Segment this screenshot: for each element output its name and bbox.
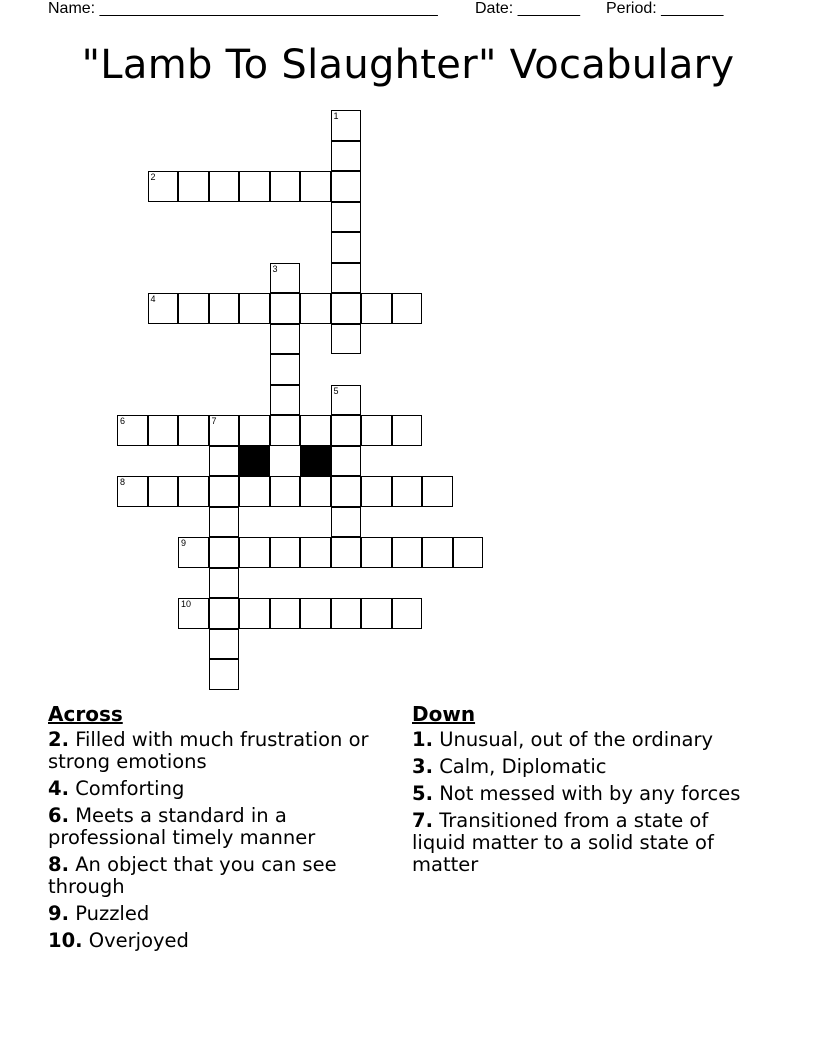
crossword-cell[interactable]: [239, 415, 270, 446]
crossword-cell[interactable]: [209, 476, 240, 507]
clue-start-number: 4: [150, 294, 156, 304]
crossword-cell[interactable]: [239, 476, 270, 507]
crossword-cell[interactable]: [361, 415, 392, 446]
crossword-cell[interactable]: [300, 171, 331, 202]
period-field-label: Period: _______: [606, 0, 724, 17]
crossword-cell[interactable]: [392, 598, 423, 629]
down-clue: [412, 729, 752, 751]
clue-start-number: 10: [181, 599, 192, 609]
page-title: "Lamb To Slaughter" Vocabulary: [81, 42, 735, 88]
down-clues: [412, 702, 752, 881]
crossword-cell[interactable]: [148, 171, 179, 202]
crossword-cell[interactable]: [270, 324, 301, 355]
down-heading: Down: [412, 702, 476, 726]
down-clue: [412, 810, 752, 876]
clue-start-number: 5: [333, 385, 339, 396]
clue-text: Puzzled: [75, 902, 150, 925]
crossword-cell[interactable]: [209, 659, 240, 690]
crossword-cell[interactable]: [178, 171, 209, 202]
down-clue: [412, 756, 752, 778]
crossword-cell[interactable]: [300, 537, 331, 568]
crossword-cell[interactable]: [209, 629, 240, 660]
crossword-cell[interactable]: [239, 171, 270, 202]
across-heading: Across: [48, 702, 123, 726]
clue-text: Not messed with by any forces: [439, 782, 741, 805]
across-clue: [48, 805, 388, 849]
crossword-cell[interactable]: [331, 598, 362, 629]
across-clue: [48, 778, 388, 800]
crossword-cell[interactable]: [392, 415, 423, 446]
across-clue: [48, 854, 388, 898]
date-field-label: Date: _______: [475, 0, 580, 17]
clue-number: 4.: [48, 777, 69, 800]
crossword-cell[interactable]: [300, 598, 331, 629]
crossword-cell[interactable]: [239, 537, 270, 568]
crossword-cell[interactable]: [270, 385, 301, 416]
crossword-cell[interactable]: [300, 476, 331, 507]
crossword-block-cell: [239, 446, 270, 477]
clue-number: 5.: [412, 782, 433, 805]
clue-number: 2.: [48, 728, 69, 751]
crossword-cell[interactable]: [392, 537, 423, 568]
crossword-cell[interactable]: [331, 293, 362, 324]
crossword-cell[interactable]: [300, 415, 331, 446]
crossword-cell[interactable]: [148, 415, 179, 446]
across-clue: [48, 729, 388, 773]
crossword-cell[interactable]: [178, 598, 209, 629]
crossword-cell[interactable]: [331, 263, 362, 294]
crossword-cell[interactable]: [361, 293, 392, 324]
across-clues: [48, 702, 388, 957]
crossword-cell[interactable]: [361, 537, 392, 568]
crossword-cell[interactable]: [361, 476, 392, 507]
crossword-cell[interactable]: [148, 476, 179, 507]
crossword-cell[interactable]: [270, 476, 301, 507]
crossword-cell[interactable]: [270, 263, 301, 294]
crossword-cell[interactable]: [331, 141, 362, 172]
crossword-cell[interactable]: [117, 415, 148, 446]
crossword-cell[interactable]: [270, 293, 301, 324]
crossword-cell[interactable]: [209, 537, 240, 568]
crossword-cell[interactable]: [392, 293, 423, 324]
name-field-label: Name: ______________________________________: [48, 0, 438, 17]
crossword-cell[interactable]: [117, 476, 148, 507]
clue-text: Calm, Diplomatic: [439, 755, 607, 778]
crossword-cell[interactable]: [331, 324, 362, 355]
crossword-cell[interactable]: [331, 537, 362, 568]
clue-start-number: 2: [150, 172, 156, 182]
clue-number: 3.: [412, 755, 433, 778]
clue-start-number: 7: [211, 416, 217, 426]
clue-start-number: 9: [181, 538, 187, 548]
clue-number: 8.: [48, 853, 69, 876]
clue-text: An object that you can see through: [48, 853, 337, 898]
clue-text: Transitioned from a state of liquid matter to a solid state of matter: [412, 809, 714, 876]
crossword-cell[interactable]: [331, 232, 362, 263]
clue-start-number: 6: [120, 416, 126, 426]
clue-number: 1.: [412, 728, 433, 751]
crossword-cell[interactable]: [331, 415, 362, 446]
clue-number: 10.: [48, 929, 83, 952]
crossword-cell[interactable]: [331, 446, 362, 477]
crossword-cell[interactable]: [331, 507, 362, 538]
crossword-cell[interactable]: [331, 202, 362, 233]
clue-number: 6.: [48, 804, 69, 827]
crossword-cell[interactable]: [178, 293, 209, 324]
clue-start-number: 3: [272, 263, 278, 274]
crossword-cell[interactable]: [422, 537, 453, 568]
crossword-cell[interactable]: [239, 293, 270, 324]
crossword-cell[interactable]: [270, 171, 301, 202]
across-clue: [48, 930, 388, 952]
crossword-block-cell: [300, 446, 331, 477]
crossword-cell[interactable]: [239, 598, 270, 629]
crossword-cell[interactable]: [209, 598, 240, 629]
crossword-cell[interactable]: [270, 598, 301, 629]
crossword-cell[interactable]: [178, 415, 209, 446]
crossword-cell[interactable]: [178, 537, 209, 568]
crossword-cell[interactable]: [361, 598, 392, 629]
crossword-cell[interactable]: [209, 568, 240, 599]
crossword-cell[interactable]: [331, 476, 362, 507]
crossword-cell[interactable]: [270, 537, 301, 568]
crossword-cell[interactable]: [392, 476, 423, 507]
crossword-cell[interactable]: [300, 293, 331, 324]
down-clue: [412, 783, 752, 805]
crossword-cell[interactable]: [331, 110, 362, 141]
crossword-cell[interactable]: [178, 476, 209, 507]
crossword-cell[interactable]: [148, 293, 179, 324]
crossword-cell[interactable]: [209, 415, 240, 446]
clue-text: Unusual, out of the ordinary: [439, 728, 714, 751]
clue-start-number: 1: [333, 111, 339, 121]
crossword-cell[interactable]: [331, 385, 362, 416]
crossword-cell[interactable]: [270, 415, 301, 446]
crossword-cell[interactable]: [209, 507, 240, 538]
clue-text: Meets a standard in a professional timely manner: [48, 804, 316, 849]
clue-number: 9.: [48, 902, 69, 925]
crossword-cell[interactable]: [331, 171, 362, 202]
crossword-cell[interactable]: [209, 171, 240, 202]
crossword-cell[interactable]: [270, 354, 301, 385]
clue-number: 7.: [412, 809, 433, 832]
clue-text: Filled with much frustration or strong emotions: [48, 728, 369, 773]
crossword-cell[interactable]: [453, 537, 484, 568]
clue-text: Comforting: [75, 777, 185, 800]
clue-start-number: 8: [120, 477, 126, 487]
crossword-cell[interactable]: [209, 293, 240, 324]
clue-text: Overjoyed: [88, 929, 189, 952]
crossword-cell[interactable]: [422, 476, 453, 507]
across-clue: [48, 903, 388, 925]
crossword-cell[interactable]: [209, 446, 240, 477]
